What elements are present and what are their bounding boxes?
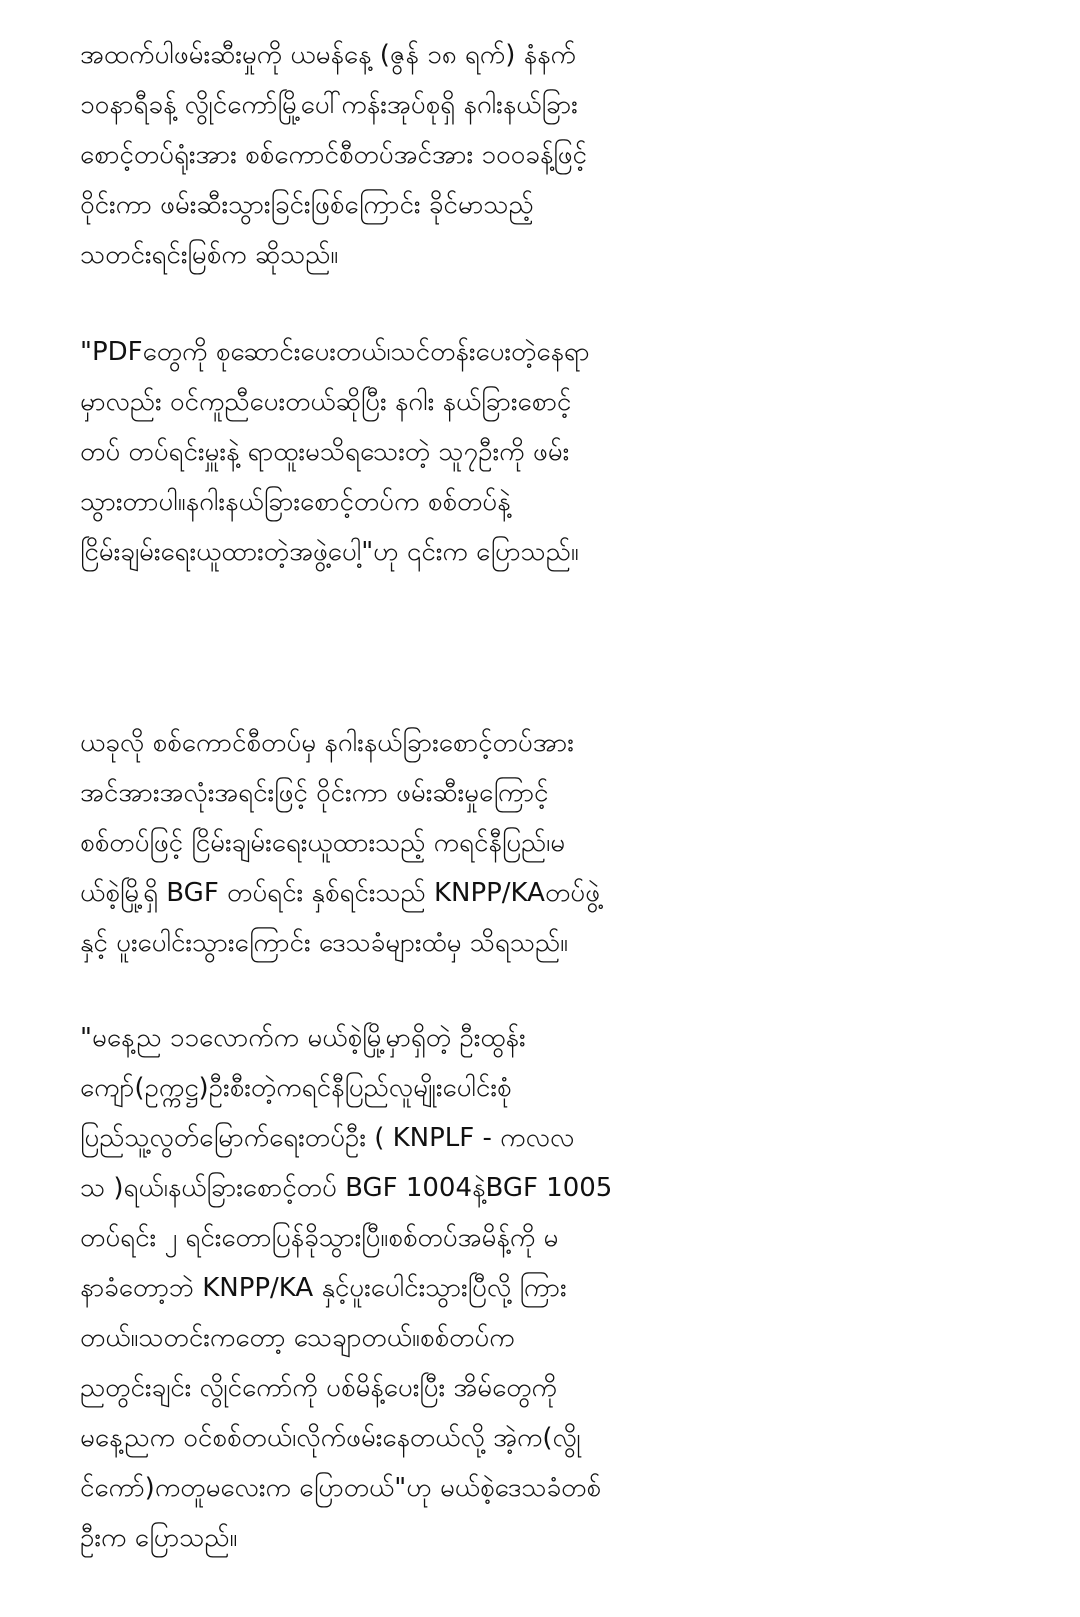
text-line: ညတွင်းချင်း လွိုင်ကော်ကို ပစ်မိန့်ပေးပြီး အိမ်တွေကို [80, 1373, 557, 1403]
text-line: "PDFတွေကို စုဆောင်းပေးတယ်၊သင်တန်းပေးတဲ့နေရာ [80, 337, 590, 367]
text-line: သ )ရယ်၊နယ်ခြားစောင့်တပ် BGF 1004နဲ့BGF 1005 [80, 1173, 613, 1203]
paragraph-2 [80, 327, 870, 577]
text-line: နာခံတော့ဘဲ KNPP/KA နှင့်ပူးပေါင်းသွားပြီလို့ ကြား [80, 1273, 567, 1303]
paragraph-spacer [80, 577, 870, 718]
text-line: င်ကော်)ကတူမလေးက ပြောတယ်"ဟု မယ်စဲ့ဒေသခံတစ် [80, 1473, 602, 1503]
text-line: စစ်တပ်ဖြင့် ငြိမ်းချမ်းရေးယူထားသည့် ကရင်နီပြည်၊မ [80, 828, 566, 858]
text-line: စောင့်တပ်ရုံးအား စစ်ကောင်စီတပ်အင်အား ၁၀၀ခန့်ဖြင့် [80, 140, 587, 170]
text-line: နှင့် ပူးပေါင်းသွားကြောင်း ဒေသခံများထံမှ သိရသည်။ [80, 928, 568, 958]
text-line: မနေ့ညက ဝင်စစ်တယ်၊လိုက်ဖမ်းနေတယ်လို့ အဲ့က(လွို [80, 1423, 581, 1453]
text-line: တပ်ရင်း ၂ ရင်းတောပြန်ခိုသွားပြီ။စစ်တပ်အမိန့်ကို မ [80, 1223, 559, 1253]
text-line: ဝိုင်းကာ ဖမ်းဆီးသွားခြင်းဖြစ်ကြောင်း ခိုင်မာသည့် [80, 190, 534, 220]
text-line: တပ် တပ်ရင်းမှူးနဲ့ ရာထူးမသိရသေးတဲ့ သူ၇ဦးကို ဖမ်း [80, 437, 570, 467]
text-line: ၁၀နာရီခန့် လွိုင်ကော်မြို့ပေါ်ကန်းအုပ်စုရှိ နဂါးနယ်ခြား [80, 90, 578, 120]
text-line: ဦးက ပြောသည်။ [80, 1523, 238, 1553]
text-line: ကျော်(ဥက္ကဋ္ဌ)ဦးစီးတဲ့ကရင်နီပြည်လူမျိုးပေါင်းစုံ [80, 1073, 512, 1103]
text-line: ငြိမ်းချမ်းရေးယူထားတဲ့အဖွဲ့ပေါ့"ဟု ၎င်းက ပြောသည်။ [80, 537, 579, 567]
paragraph-3 [80, 718, 870, 968]
article-body [80, 30, 870, 1563]
paragraph-1 [80, 30, 870, 280]
text-line: သတင်းရင်းမြစ်က ဆိုသည်။ [80, 240, 339, 270]
text-line: ယ်စဲ့မြို့ရှိ BGF တပ်ရင်း နှစ်ရင်းသည် KNPP/KAတပ်ဖွဲ့ [80, 878, 600, 908]
text-line: အထက်ပါဖမ်းဆီးမှုကို ယမန်နေ့ (ဇွန် ၁၈ ရက်) နံနက် [80, 40, 576, 70]
text-line: "မနေ့ည ၁၁လောက်က မယ်စဲ့မြို့မှာရှိတဲ့ ဦးထွန်း [80, 1023, 526, 1053]
text-line: ယခုလို စစ်ကောင်စီတပ်မှ နဂါးနယ်ခြားစောင့်တပ်အား [80, 728, 574, 758]
paragraph-4 [80, 1013, 870, 1563]
paragraph-spacer [80, 968, 870, 1013]
text-line: ပြည်သူ့လွတ်မြောက်ရေးတပ်ဦး ( KNPLF - ကလလ [80, 1123, 575, 1153]
paragraph-spacer [80, 280, 870, 327]
text-line: မှာလည်း ဝင်ကူညီပေးတယ်ဆိုပြီး နဂါး နယ်ခြားစောင့် [80, 387, 572, 417]
text-line: တယ်။သတင်းကတော့ သေချာတယ်။စစ်တပ်က [80, 1323, 515, 1353]
text-line: သွားတာပါ။နဂါးနယ်ခြားစောင့်တပ်က စစ်တပ်နဲ့ [80, 487, 511, 517]
text-line: အင်အားအလုံးအရင်းဖြင့် ဝိုင်းကာ ဖမ်းဆီးမှုကြောင့် [80, 778, 549, 808]
